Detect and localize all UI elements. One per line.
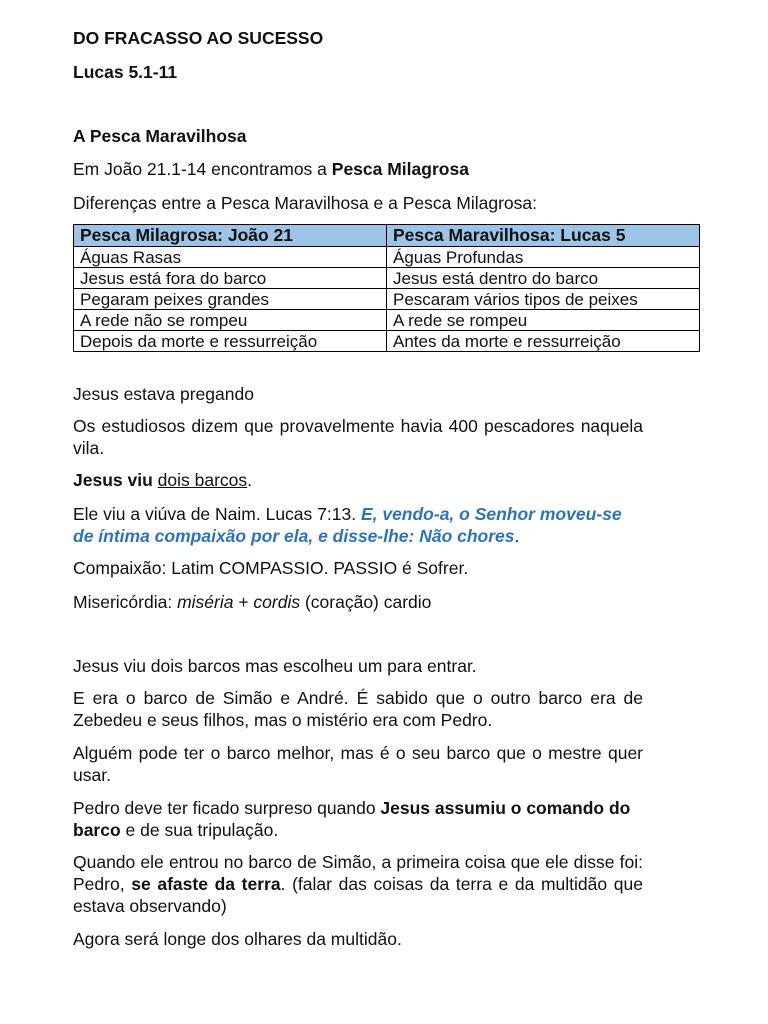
table-cell: A rede se rompeu bbox=[387, 310, 700, 331]
paragraph-compassion: Compaixão: Latim COMPASSIO. PASSIO é Sofrer. bbox=[73, 558, 469, 578]
paragraph-away-crowd: Agora será longe dos olhares da multidão. bbox=[73, 929, 402, 949]
comparison-table bbox=[73, 224, 700, 352]
table-cell: Águas Rasas bbox=[74, 247, 387, 268]
table-cell: A rede não se rompeu bbox=[74, 310, 387, 331]
document-title: DO FRACASSO AO SUCESSO bbox=[73, 28, 324, 48]
scripture-reference: Lucas 5.1-11 bbox=[73, 62, 178, 82]
table-cell: Antes da morte e ressurreição bbox=[387, 331, 700, 352]
table-cell: Jesus está dentro do barco bbox=[387, 268, 700, 289]
paragraph-chose-boat: Jesus viu dois barcos mas escolheu um para entrar. bbox=[73, 656, 477, 676]
table-header-cell: Pesca Maravilhosa: Lucas 5 bbox=[387, 225, 700, 247]
intro-text: Em João 21.1-14 encontramos a bbox=[73, 159, 332, 179]
table-header-cell: Pesca Milagrosa: João 21 bbox=[74, 225, 387, 247]
paragraph-simon-andrew: E era o barco de Simão e André. É sabido que o outro barco era de Zebedeu e seus filhos, mas o mistério era com Pedro. bbox=[73, 688, 643, 730]
paragraph-mercy: Misericórdia: miséria + cordis (coração) cardio bbox=[73, 592, 432, 612]
paragraph-preaching: Jesus estava pregando bbox=[73, 384, 254, 404]
table-row bbox=[74, 331, 700, 352]
table-header-row bbox=[74, 225, 700, 247]
intro-paragraph bbox=[73, 158, 643, 180]
table-row bbox=[74, 310, 700, 331]
table-cell: Pescaram vários tipos de peixes bbox=[387, 289, 700, 310]
leave-land-bold: se afaste da terra bbox=[131, 874, 281, 894]
paragraph-first-thing: Quando ele entrou no barco de Simão, a primeira coisa que ele disse foi: Pedro, se afaste da terra. (falar das coisas da terra e da multidão que estava observando) bbox=[73, 852, 643, 916]
differences-line: Diferenças entre a Pesca Maravilhosa e a Pesca Milagrosa: bbox=[73, 193, 537, 213]
table-cell: Depois da morte e ressurreição bbox=[74, 331, 387, 352]
two-boats-underlined: dois barcos bbox=[157, 470, 248, 490]
intro-bold: Pesca Milagrosa bbox=[331, 159, 469, 179]
table-cell: Águas Profundas bbox=[387, 247, 700, 268]
paragraph-widow-naim: Ele viu a viúva de Naim. Lucas 7:13. E, vendo-a, o Senhor moveu-se de íntima compaixão por ela, e disse-lhe: Não chores. bbox=[73, 504, 622, 546]
command-bold: Jesus assumiu o comando do barco bbox=[73, 798, 631, 840]
paragraph-two-boats: Jesus viu dois barcos. bbox=[73, 470, 253, 490]
table-row bbox=[74, 247, 700, 268]
miseria-italic: miséria bbox=[177, 592, 234, 612]
paragraph-scholars: Os estudiosos dizem que provavelmente havia 400 pescadores naquela vila. bbox=[73, 416, 643, 458]
table-row bbox=[74, 268, 700, 289]
paragraph-better-boat: Alguém pode ter o barco melhor, mas é o seu barco que o mestre quer usar. bbox=[73, 743, 643, 785]
scripture-quote: E, vendo-a, o Senhor moveu-se de íntima compaixão por ela, e disse-lhe: Não chores bbox=[73, 504, 622, 546]
section-title: A Pesca Maravilhosa bbox=[73, 126, 247, 146]
table-row bbox=[74, 289, 700, 310]
cordis-italic: cordis bbox=[253, 592, 301, 612]
table-cell: Pegaram peixes grandes bbox=[74, 289, 387, 310]
table-cell: Jesus está fora do barco bbox=[74, 268, 387, 289]
jesus-saw-bold: Jesus viu bbox=[73, 470, 153, 490]
paragraph-peter-surprised: Pedro deve ter ficado surpreso quando Jesus assumiu o comando do barco e de sua tripulação. bbox=[73, 798, 631, 840]
